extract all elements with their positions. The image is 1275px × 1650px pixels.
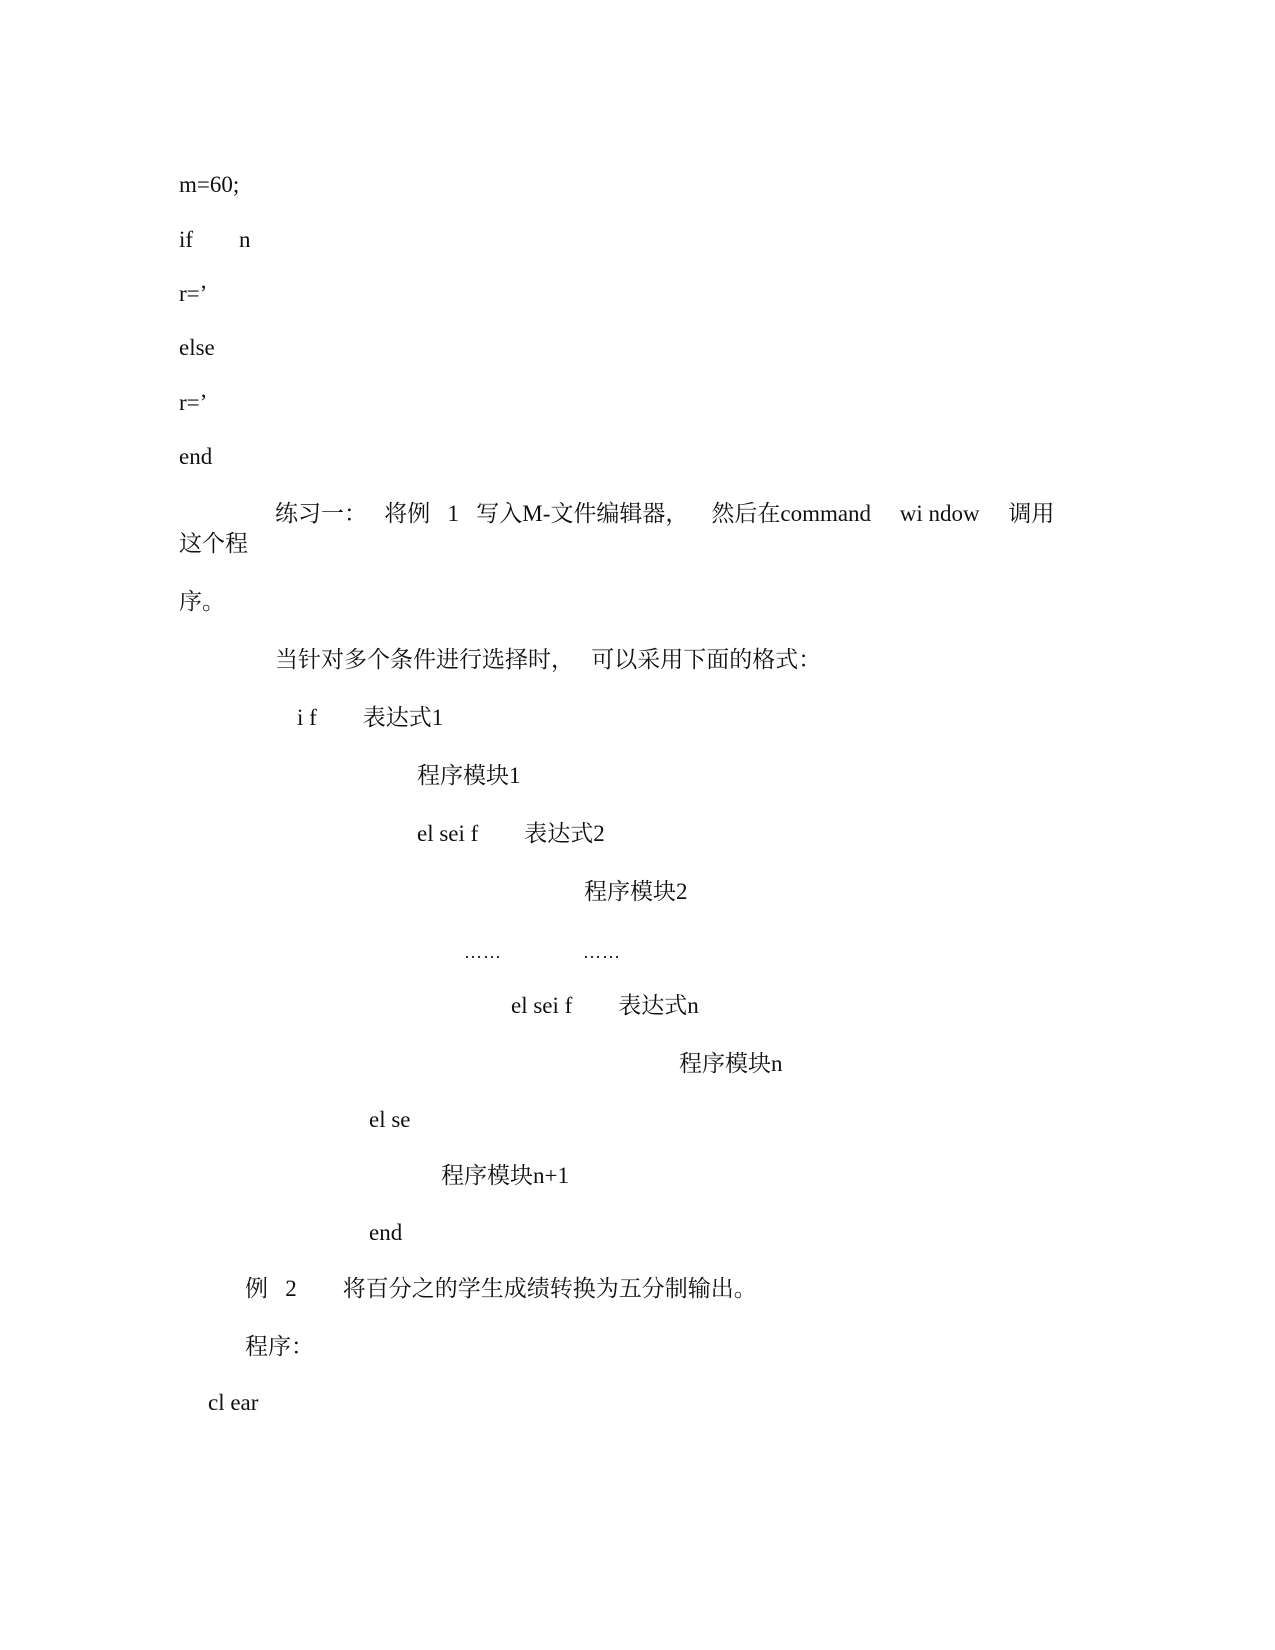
syntax-if: i f 表达式1 [297, 705, 444, 730]
syntax-else: el se [369, 1107, 411, 1132]
example2-heading: 例 2 将百分之的学生成绩转换为五分制输出。 [245, 1276, 757, 1301]
syntax-block2: 程序模块2 [584, 879, 688, 904]
intro-paragraph: 当针对多个条件进行选择时， 可以采用下面的格式： [275, 647, 822, 672]
program-label: 程序： [245, 1334, 314, 1359]
syntax-ellipsis-a: …… [464, 942, 502, 962]
syntax-block-n1: 程序模块n+1 [441, 1163, 569, 1188]
syntax-block1: 程序模块1 [417, 763, 521, 788]
syntax-ellipsis-b: …… [583, 942, 621, 962]
syntax-elseif-n: el sei f 表达式n [511, 993, 699, 1018]
code-line-r1: r=’ [179, 281, 208, 306]
syntax-block-n: 程序模块n [679, 1051, 783, 1076]
exercise-text-line2: 这个程 [179, 531, 248, 556]
code-line-r2: r=’ [179, 390, 208, 415]
code-line-m: m=60; [179, 172, 240, 197]
syntax-elseif1: el sei f 表达式2 [417, 821, 605, 846]
code-line-if: if n [179, 227, 251, 252]
code-line-end: end [179, 444, 213, 469]
exercise-text-line1: 练习一： 将例 1 写入M-文件编辑器， 然后在command wi ndow 调用 [275, 501, 1055, 526]
code-line-clear: cl ear [208, 1390, 259, 1415]
code-line-else: else [179, 335, 215, 360]
syntax-end: end [369, 1220, 403, 1245]
exercise-text-line3: 序。 [179, 589, 225, 614]
